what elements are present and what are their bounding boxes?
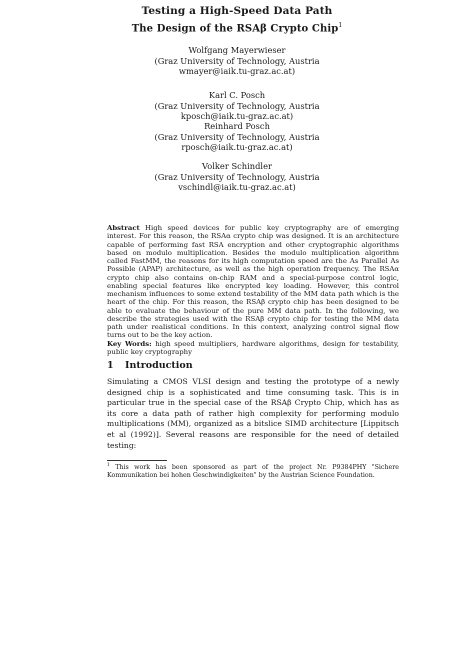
keywords-paragraph xyxy=(107,340,399,357)
author-block xyxy=(0,161,474,193)
section-title: Introduction xyxy=(125,360,193,371)
author-block xyxy=(0,121,474,153)
keywords-text: high speed multipliers, hardware algorithms, design for testability, public key cryptography xyxy=(107,340,399,357)
body-paragraph: Simulating a CMOS VLSI design and testing the prototype of a newly designed chip is a sophisticated and time consuming task. This is in particular true in the special case of the RSAβ Crypto Chip, which has as its core a data path of rather high complexity for performing modulo multiplications (MM), organized as a bitslice SIMD architecture [Lippitsch et al (1992)]. Several reasons are responsible for the need of detailed testing: xyxy=(107,377,399,450)
title-footnote-mark: 1 xyxy=(338,22,343,29)
author-email: wmayer@iaik.tu-graz.ac.at) xyxy=(178,66,296,76)
abstract-paragraph xyxy=(107,224,399,340)
keywords-label: Key Words: xyxy=(107,340,152,348)
author-name: Wolfgang Mayerwieser xyxy=(188,45,286,55)
author-name: Karl C. Posch xyxy=(208,90,266,100)
footnote-mark: 1 xyxy=(107,463,110,468)
author-affiliation: (Graz University of Technology, Austria xyxy=(154,100,320,111)
author-affiliation: (Graz University of Technology, Austria xyxy=(154,171,320,182)
author-email: kposch@iaik.tu-graz.ac.at) xyxy=(180,111,294,121)
footnote-paragraph xyxy=(107,462,399,480)
footnote xyxy=(107,462,399,480)
footnote-rule xyxy=(107,460,167,461)
author-affiliation: (Graz University of Technology, Austria xyxy=(154,55,320,66)
author-email: rposch@iaik.tu-graz.ac.at) xyxy=(181,142,293,152)
author-affiliation: (Graz University of Technology, Austria xyxy=(154,131,320,142)
author-name: Volker Schindler xyxy=(202,161,272,171)
abstract-heading: Abstract xyxy=(107,224,140,232)
section-body xyxy=(107,377,399,451)
author-name: Reinhard Posch xyxy=(204,121,270,131)
author-block xyxy=(0,45,474,77)
abstract xyxy=(107,224,399,357)
paper-subtitle xyxy=(0,22,474,34)
section-number: 1 xyxy=(107,360,114,371)
section-heading xyxy=(107,360,193,371)
author-block xyxy=(0,90,474,122)
abstract-text: High speed devices for public key cryptography are of emerging interest. For this reason, the RSAα crypto chip was designed. It is an architecture capable of performing fast RSA encryption and other cryptographic algorithms based on modulo multiplication. Besides the modulo multiplication algorithm called FastMM, the reasons for its high computation speed are the As Parallel As Possible (APAP) architecture, as well as the high operation frequency. The RSAα crypto chip also contains on-chip RAM and a special-purpose control logic, enabling special features like encrypted key loading. However, this control mechanism influences to some extend testability of the MM data path which is the heart of the chip. For this reason, the RSAβ crypto chip has been designed to be able to evaluate the behaviour of the pure MM data path. In the following, we describe the strategies used with the RSAβ crypto chip for testing the MM data path under realistical conditions. In this context, analyzing control signal flow turns out to be the key action. xyxy=(107,224,399,340)
footnote-text: This work has been sponsored as part of the project Nr. P9384PHY "Sichere Kommunikation bei hohen Geschwindigkeiten" by the Austrian Science Foundation. xyxy=(107,464,399,480)
paper-title xyxy=(0,5,474,17)
author-email: vschindl@iaik.tu-graz.ac.at) xyxy=(178,182,296,192)
title-line-1: Testing a High-Speed Data Path xyxy=(141,5,333,17)
title-line-2: The Design of the RSAβ Crypto Chip xyxy=(131,23,339,35)
